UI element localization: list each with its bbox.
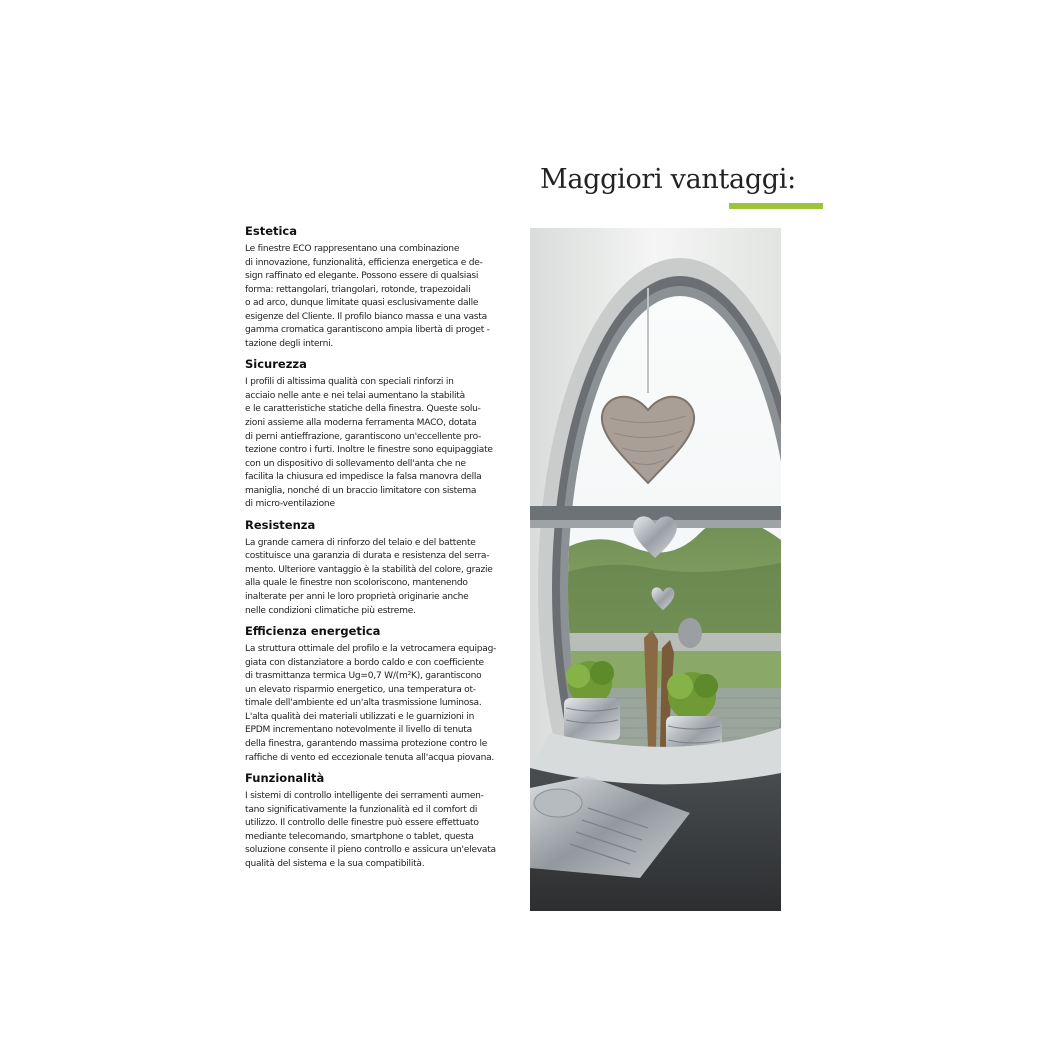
- body-line: zioni assieme alla moderna ferramenta MACO, dotata: [245, 418, 477, 429]
- body-line: maniglia, nonché di un braccio limitatore con sistema: [245, 485, 477, 496]
- body-line: o ad arco, dunque limitate quasi esclusivamente dalle: [245, 298, 479, 309]
- body-line: timale dell'ambiente ed un'alta trasmissione luminosa.: [245, 698, 482, 709]
- body-line: Le finestre ECO rappresentano una combinazione: [245, 244, 460, 254]
- section-body: [245, 790, 511, 871]
- body-line: gamma cromatica garantiscono ampia libertà di proget -: [245, 325, 490, 336]
- section-funzionalita: [245, 771, 511, 871]
- section-resistenza: [245, 518, 511, 618]
- text-column: [245, 224, 511, 877]
- body-line: di micro-ventilazione: [245, 499, 335, 510]
- section-body: [245, 243, 511, 351]
- body-line: I profili di altissima qualità con speciali rinforzi in: [245, 377, 454, 388]
- body-line: e le caratteristiche statiche della finestra. Queste solu-: [245, 404, 481, 415]
- body-line: forma: rettangolari, triangolari, rotonde, trapezoidali: [245, 284, 471, 295]
- body-line: facilita la chiusura ed impedisce la falsa manovra della: [245, 472, 482, 483]
- body-line: costituisce una garanzia di durata e resistenza del serra-: [245, 551, 490, 562]
- section-heading: Sicurezza: [245, 357, 307, 372]
- body-line: EPDM incrementano notevolmente il livello di tenuta: [245, 725, 472, 736]
- section-heading: Resistenza: [245, 517, 316, 532]
- body-line: I sistemi di controllo intelligente dei serramenti aumen-: [245, 791, 484, 802]
- body-line: inalterate per anni le loro proprietà originarie anche: [245, 592, 469, 603]
- section-heading: Efficienza energetica: [245, 624, 381, 639]
- body-line: esigenze del Cliente. Il profilo bianco massa e una vasta: [245, 311, 487, 322]
- round-window-photo: [530, 228, 781, 911]
- section-body: [245, 537, 511, 618]
- body-line: La grande camera di rinforzo del telaio e del battente: [245, 537, 476, 548]
- body-line: utilizzo. Il controllo delle finestre può essere effettuato: [245, 818, 479, 829]
- section-heading: Funzionalità: [245, 771, 325, 786]
- body-line: La struttura ottimale del profilo e la vetrocamera equipag-: [245, 644, 497, 655]
- page-title: Maggiori vantaggi:: [540, 164, 796, 195]
- section-heading: Estetica: [245, 224, 298, 238]
- section-sicurezza: [245, 357, 511, 511]
- body-line: raffiche di vento ed eccezionale tenuta all'acqua piovana.: [245, 752, 495, 763]
- body-line: nelle condizioni climatiche più estreme.: [245, 605, 416, 616]
- body-line: di perni antieffrazione, garantiscono un'eccellente pro-: [245, 431, 482, 442]
- body-line: giata con distanziatore a bordo caldo e con coefficiente: [245, 657, 484, 668]
- body-line: della finestra, garantendo massima protezione contro le: [245, 738, 488, 749]
- body-line: alla quale le finestre non scoloriscono, mantenendo: [245, 578, 468, 589]
- body-line: mento. Ulteriore vantaggio è la stabilità del colore, grazie: [245, 564, 493, 575]
- body-line: tezione contro i furti. Inoltre le finestre sono equipaggiate: [245, 445, 493, 456]
- body-line: un elevato risparmio energetico, una temperatura ot-: [245, 684, 476, 695]
- body-line: L'alta qualità dei materiali utilizzati e le guarnizioni in: [245, 711, 475, 722]
- title-accent-bar: [729, 203, 823, 209]
- body-line: acciaio nelle ante e nei telai aumentano la stabilità: [245, 390, 465, 401]
- body-line: mediante telecomando, smartphone o tablet, questa: [245, 831, 474, 842]
- body-line: con un dispositivo di sollevamento dell'anta che ne: [245, 458, 466, 469]
- body-line: soluzione consente il pieno controllo e assicura un'elevata: [245, 845, 496, 856]
- body-line: tazione degli interni.: [245, 338, 334, 349]
- section-efficienza-energetica: [245, 624, 511, 765]
- section-body: [245, 643, 511, 765]
- body-line: di innovazione, funzionalità, efficienza energetica e de-: [245, 257, 483, 268]
- section-body: [245, 376, 511, 511]
- body-line: tano significativamente la funzionalità ed il comfort di: [245, 804, 478, 815]
- body-line: sign raffinato ed elegante. Possono essere di qualsiasi: [245, 271, 479, 282]
- body-line: qualità del sistema e la sua compatibilità.: [245, 858, 425, 869]
- section-estetica: [245, 224, 511, 351]
- body-line: di trasmittanza termica Ug=0,7 W/(m²K), garantiscono: [245, 671, 482, 682]
